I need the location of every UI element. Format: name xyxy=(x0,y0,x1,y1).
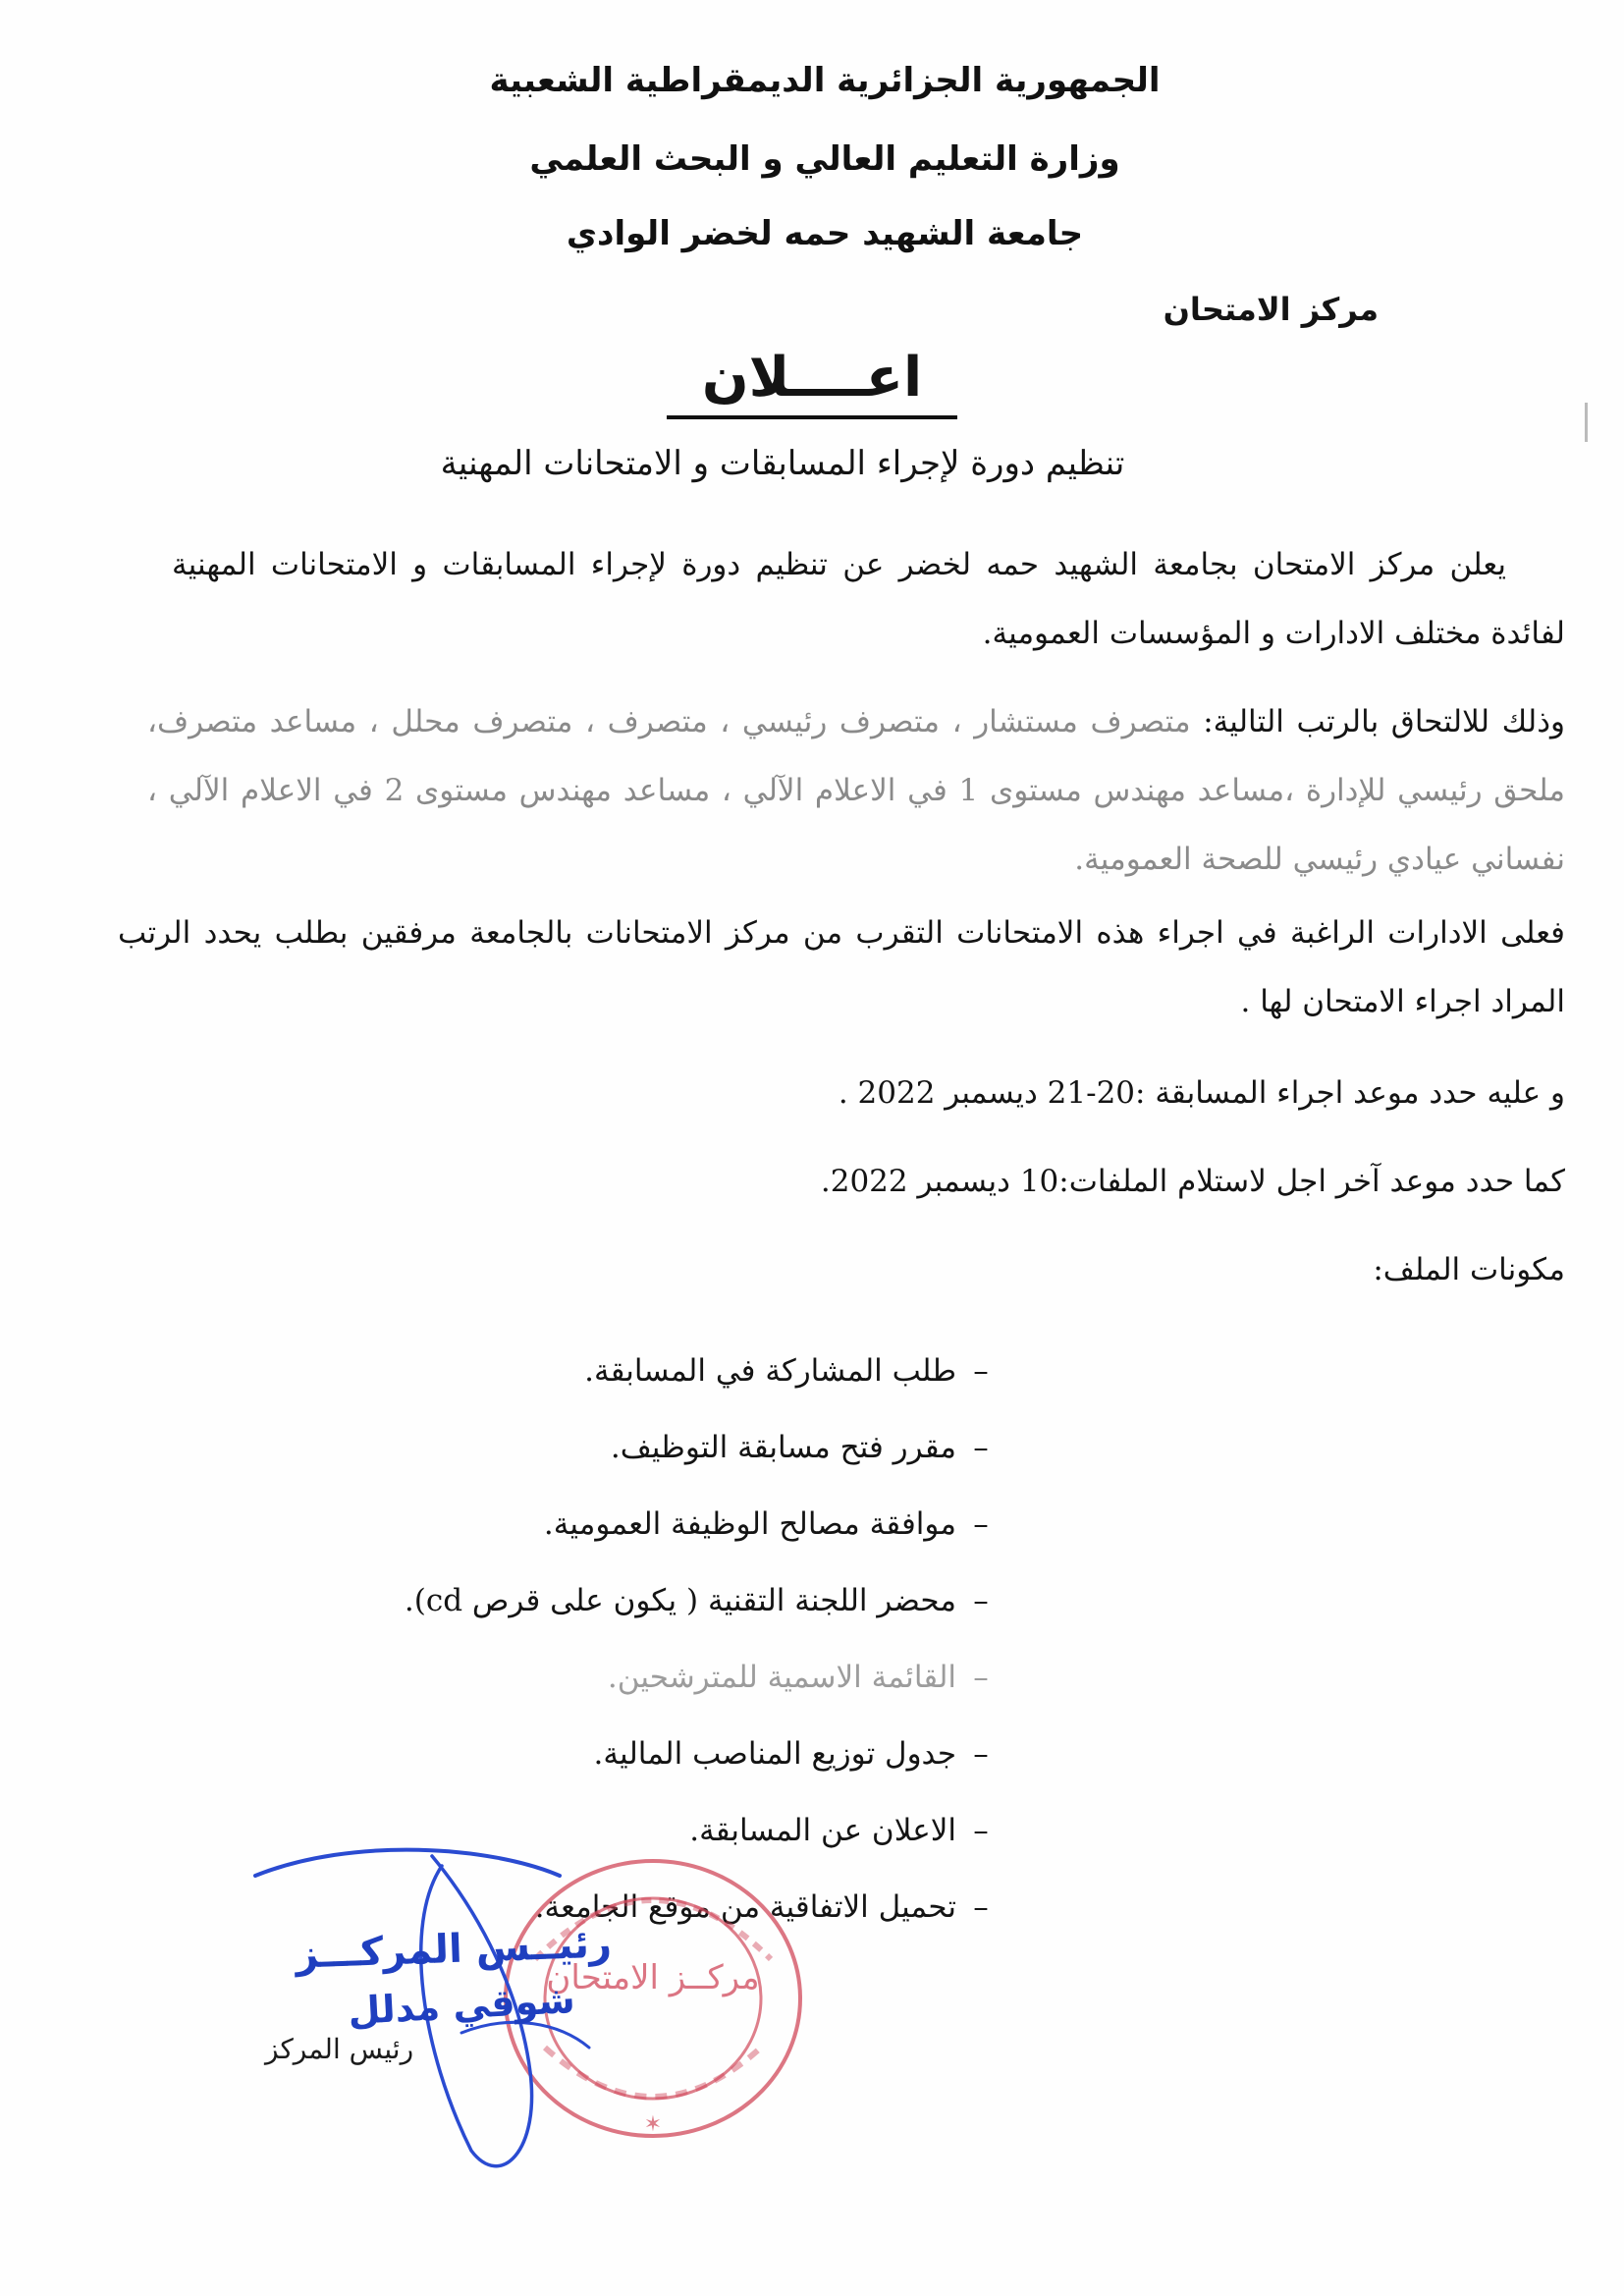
paragraph-deadline: كما حدد موعد آخر اجل لاستلام الملفات:10 ديسمبر 2022. xyxy=(820,1164,1565,1199)
list-dash: – xyxy=(973,1430,989,1465)
header-ministry: وزارة التعليم العالي و البحث العلمي xyxy=(529,139,1120,179)
ranks-list: متصرف مستشار ، متصرف رئيسي ، متصرف ، متصرف محلل ، مساعد متصرف، ملحق رئيسي للإدارة ،مساعد مهندس مستوى 1 في الاعلام الآلي ، مساعد مهندس مستوى 2 في الاعلام الآلي ، نفساني عيادي رئيسي للصحة العمومية. xyxy=(147,704,1566,877)
announcement-title xyxy=(0,346,1624,419)
list-item xyxy=(689,1813,1005,1848)
list-item xyxy=(544,1506,1005,1542)
list-dash: – xyxy=(973,1583,989,1618)
list-item-text: القائمة الاسمية للمترشحين. xyxy=(607,1660,956,1695)
announcement-subtitle: تنظيم دورة لإجراء المسابقات و الامتحانات المهنية xyxy=(440,444,1125,483)
list-item-text: محضر اللجنة التقنية ( يكون على قرص cd). xyxy=(404,1583,956,1618)
list-item-text: طلب المشاركة في المسابقة. xyxy=(584,1353,956,1389)
seal-center-text: مركــز الامتحان xyxy=(546,1958,760,1997)
file-components-heading: مكونات الملف: xyxy=(1373,1252,1565,1287)
paragraph-exam-date: و عليه حدد موعد اجراء المسابقة :20-21 ديسمبر 2022 . xyxy=(838,1075,1565,1111)
stamp-name: شوقي مدلل xyxy=(347,1977,576,2034)
list-item xyxy=(594,1736,1005,1772)
header-university: جامعة الشهيد حمه لخضر الوادي xyxy=(566,214,1084,253)
list-dash: – xyxy=(973,1660,989,1695)
ranks-lead: وذلك للالتحاق بالرتب التالية: xyxy=(1203,704,1565,739)
list-item xyxy=(584,1353,1005,1389)
paragraph-intro: يعلن مركز الامتحان بجامعة الشهيد حمه لخضر عن تنظيم دورة لإجراء المسابقات و الامتحانات المهنية لفائدة مختلف الادارات و المؤسسات العمومية. xyxy=(172,547,1565,651)
list-item xyxy=(608,1660,1005,1695)
header-republic: الجمهورية الجزائرية الديمقراطية الشعبية xyxy=(489,61,1161,100)
list-item xyxy=(611,1430,1005,1465)
list-item-text: مقرر فتح مسابقة التوظيف. xyxy=(610,1430,956,1465)
exam-center-label: مركز الامتحان xyxy=(1163,291,1379,328)
list-item-text: الاعلان عن المسابقة. xyxy=(689,1813,956,1848)
paragraph-ranks xyxy=(147,687,1565,894)
list-item-text: تحميل الاتفاقية من موقع الجامعة. xyxy=(534,1889,956,1925)
list-item-text: موافقة مصالح الوظيفة العمومية. xyxy=(543,1506,956,1542)
list-item xyxy=(405,1583,1005,1618)
list-dash: – xyxy=(973,1813,989,1848)
list-dash: – xyxy=(973,1353,989,1389)
list-dash: – xyxy=(973,1506,989,1542)
stamp-title: رئيــس المركـــز xyxy=(295,1921,613,1978)
seal-star-icon: ✶ xyxy=(643,2112,663,2137)
list-item-text: جدول توزيع المناصب المالية. xyxy=(593,1736,956,1772)
list-dash: – xyxy=(973,1889,989,1925)
list-dash: – xyxy=(973,1736,989,1772)
paragraph-instructions: فعلى الادارات الراغبة في اجراء هذه الامتحانات التقرب من مركز الامتحانات بالجامعة مرفقين بطلب يحدد الرتب المراد اجراء الامتحان لها . xyxy=(118,915,1565,1019)
announcement-title-text: اعــــلان xyxy=(667,346,957,419)
signature-label: رئيس المركز xyxy=(265,2033,414,2065)
